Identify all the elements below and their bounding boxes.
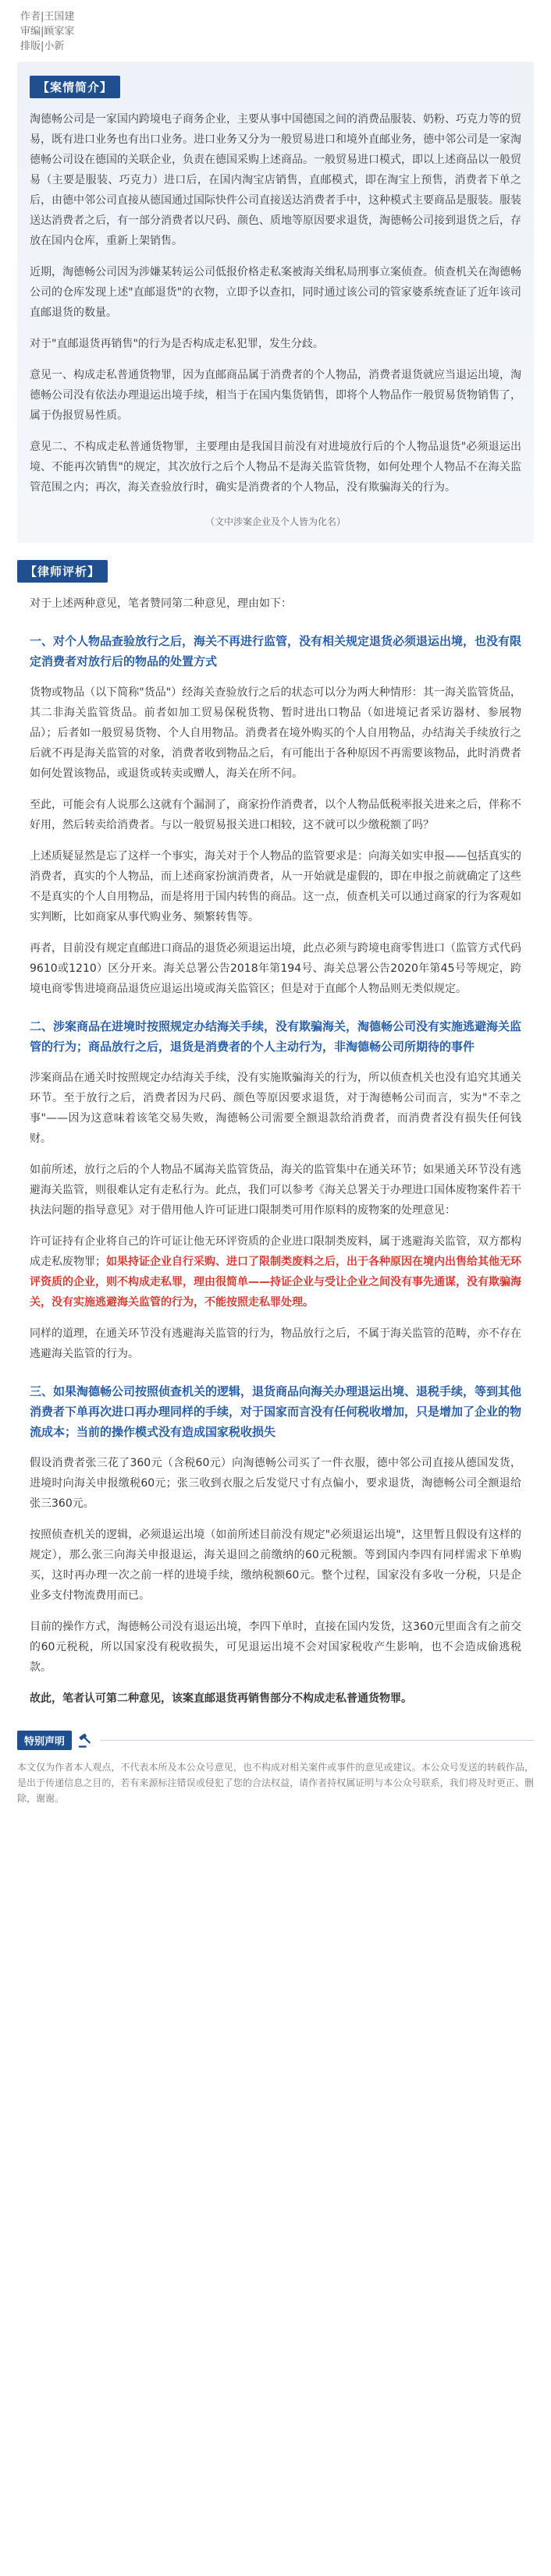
article-meta [0, 0, 551, 54]
case-paragraph-3: 对于"直邮退货再销售"的行为是否构成走私犯罪，发生分歧。 [30, 338, 324, 350]
gavel-icon [76, 1732, 94, 1749]
paragraph-3-2: 按照侦查机关的逻辑，必须退运出境（如前所述目前没有规定"必须退运出境"，这里暂且假设有这样的规定），那么张三向海关申报退运，海关退回之前缴纳的60元税额。等到国内李四有同样需求下单购买，这时再办理一次之前一样的进境手续，缴纳税额60元。整个过程，国家没有多收一分税，只是企业多支付物流费用而已。 [30, 1529, 521, 1602]
paragraph-2-2: 如前所述，放行之后的个人物品不属海关监管货品，海关的监管集中在通关环节；如果通关环节没有逃避海关监管，则很难认定有走私行为。此点，我们可以参考《海关总署关于办理进口国体废物案件若干执法问题的指导意见》对于借用他人许可证进口限制类可用作原料的废物案的处理意见： [30, 1164, 521, 1217]
review-line: 审编|顾家家 [20, 26, 75, 37]
heading-1: 一、对个人物品查验放行之后，海关不再进行监管，没有相关规定退货必须退运出境，也没有限定消费者对放行后的物品的处置方式 [30, 634, 522, 668]
comment-intro: 对于上述两种意见，笔者赞同第二种意见，理由如下： [30, 597, 292, 610]
paragraph-2-3-plain: 许可证持有企业将自己的许可证让他无环评资质的企业进口限制类废料，属于逃避海关监管，双方都构成走私废物罪； [30, 1235, 521, 1268]
paragraph-1-3: 上述质疑显然是忘了这样一个事实，海关对于个人物品的监管要求是：向海关如实申报——包括真实的消费者，真实的个人物品，而上述商家扮演消费者，从一开始就是虚假的，即在申报之前就确定了这些不是真实的个人自用物品，而是将用于国内转售的商品。这一点，侦查机关可以通过商家的行为客观如实判断，比如商家从事代购业务、频繁转售等。 [30, 850, 521, 923]
heading-2: 二、涉案商品在进境时按照规定办结海关手续，没有欺骗海关，淘德畅公司没有实施逃避海关监管的行为；商品放行之后，退货是消费者的个人主动行为，非淘德畅公司所期待的事件 [30, 1019, 522, 1054]
case-paragraph-4: 意见一、构成走私普通货物罪，因为直邮商品属于消费者的个人物品，消费者退货就应当退运出境，淘德畅公司没有依法办理退运出境手续，相当于在国内集货销售，即将个人物品作一般贸易货物销售了，属于伪报贸易性质。 [30, 369, 521, 422]
case-paragraph-5: 意见二、不构成走私普通货物罪，主要理由是我国目前没有对进境放行后的个人物品退货"必须退运出境、不能再次销售"的规定，其次放行之后个人物品不是海关监管货物，如何处理个人物品不在海关监管范围之内；再次，海关查验放行时，确实是消费者的个人物品，没有欺骗海关的行为。 [30, 441, 521, 494]
case-tag: 【案情简介】 [30, 76, 120, 98]
comment-tag-wrap [17, 560, 534, 583]
case-section [17, 62, 534, 543]
heading-3: 三、如果淘德畅公司按照侦查机关的逻辑，退货商品向海关办理退运出境、退税手续，等到其他消费者下单再次进口再办理同样的手续，对于国家而言没有任何税收增加，只是增加了企业的物流成本；当前的操作模式没有造成国家税收损失 [30, 1384, 522, 1439]
disclaimer-head [17, 1731, 534, 1750]
disclaimer [17, 1731, 534, 1806]
paragraph-1-1: 货物或物品（以下简称"货品"）经海关查验放行之后的状态可以分为两大种情形：其一海关监管货品，其二非海关监管货品。前者如加工贸易保税货物、暂时进出口物品（如进境记者采访器材、参展物品）；后者如一般贸易货物、个人自用物品。消费者在境外购买的个人自用物品，办结海关手续放行之后就不再是海关监管的对象，消费者收到物品之后，有可能出于各种原因不再需要该物品，此时消费者如何处置该物品，或退货或转卖或赠人，海关在所不问。 [30, 686, 521, 780]
paragraph-1-4: 再者，目前没有规定直邮进口商品的退货必须退运出境，此点必须与跨境电商零售进口（监管方式代码9610或1210）区分开来。海关总署公告2018年第194号、海关总署公告2020年第45号等规定，跨境电商零售进境商品退货应退运出境或海关监管区；但是对于直邮个人物品则无类似规定。 [30, 942, 521, 995]
case-card [17, 62, 534, 543]
comment-tag: 【律师评析】 [17, 560, 108, 583]
disclaimer-tag: 特别声明 [17, 1731, 72, 1750]
case-caption: （文中涉案企业及个人皆为化名） [204, 516, 346, 527]
author-line: 作者|王国建 [20, 11, 75, 23]
paragraph-1-2: 至此，可能会有人说那么这就有个漏洞了，商家扮作消费者，以个人物品低税率报关进来之后，伴称不好用，然后转卖给消费者。与以一般贸易报关进口相较，这不就可以少缴税额了吗？ [30, 799, 521, 831]
paragraph-3-1: 假设消费者张三花了360元（含税60元）向淘德畅公司买了一件衣服，德中邻公司直接从德国发货，进境时向海关申报缴税60元；张三收到衣服之后发觉尺寸有点偏小，要求退货，淘德畅公司全额退给张三360元。 [30, 1457, 521, 1510]
paragraph-2-1: 涉案商品在通关时按照规定办结海关手续，没有实施欺骗海关的行为，所以侦查机关也没有追究其通关环节。至于放行之后，消费者因为尺码、颜色等原因要求退货，对于淘德畅公司而言，实为"不幸之事"——因为这意味着该笔交易失败，淘德畅公司需要全额退款给消费者，而消费者没有损失任何钱财。 [30, 1072, 521, 1145]
conclusion: 故此，笔者认可第二种意见，该案直邮退货再销售部分不构成走私普通货物罪。 [30, 1692, 412, 1705]
disclaimer-divider [100, 1740, 534, 1741]
comment-body [17, 594, 534, 1709]
paragraph-2-3 [30, 1231, 521, 1313]
case-paragraph-1: 淘德畅公司是一家国内跨境电子商务企业，主要从事中国德国之间的消费品服装、奶粉、巧克力等的贸易，既有进口业务也有出口业务。进口业务又分为一般贸易进口和境外直邮业务，德中邻公司是一家淘德畅公司设在德国的关联企业，负责在德国采购上述商品。一般贸易进口模式，即以上述商品以一般贸易（主要是服装、巧克力）进口后，在国内淘宝店销售，直邮模式，即在淘宝上预售，消费者下单之后，由德中邻公司直接从德国通过国际快件公司直接送达消费者手中，这种模式主要商品是服装。服装送达消费者之后，有一部分消费者以尺码、颜色、质地等原因要求退货，淘德畅公司接到退货之后，存放在国内仓库，重新上架销售。 [30, 113, 521, 247]
disclaimer-text: 本文仅为作者本人观点，不代表本所及本公众号意见，也不构成对相关案件或事件的意见或建议。本公众号发送的转载作品，是出于传递信息之目的，若有来源标注错误或侵犯了您的合法权益，请作者持权属证明与本公众号联系，我们将及时更正、删除，谢谢。 [17, 1762, 534, 1804]
layout-line: 排版|小新 [20, 41, 65, 52]
case-paragraph-2: 近期，淘德畅公司因为涉嫌某转运公司低报价格走私案被海关缉私局刑事立案侦查。侦查机关在淘德畅公司的仓库发现上述"直邮退货"的衣物，立即予以查扣，同时通过该公司的管家婆系统查证了近年该司直邮退货的数量。 [30, 266, 521, 319]
paragraph-3-3: 目前的操作方式，淘德畅公司没有退运出境，李四下单时，直接在国内发货，这360元里面含有之前交的60元税税，所以国家没有税收损失，可见退运出境不会对国家税收产生影响，也不会造成偷逃税款。 [30, 1621, 521, 1674]
paragraph-2-3-highlight: 如果持证企业自行采购、进口了限制类废料之后，出于各种原因在境内出售给其他无环评资质的企业，则不构成走私罪，理由很简单——持证企业与受让企业之间没有事先通谋，没有欺骗海关，没有实施逃避海关监管的行为，不能按照走私罪处理。 [30, 1256, 521, 1309]
paragraph-2-4: 同样的道理，在通关环节没有逃避海关监管的行为，物品放行之后，不属于海关监管的范畴，亦不存在逃避海关监管的行为。 [30, 1327, 521, 1360]
